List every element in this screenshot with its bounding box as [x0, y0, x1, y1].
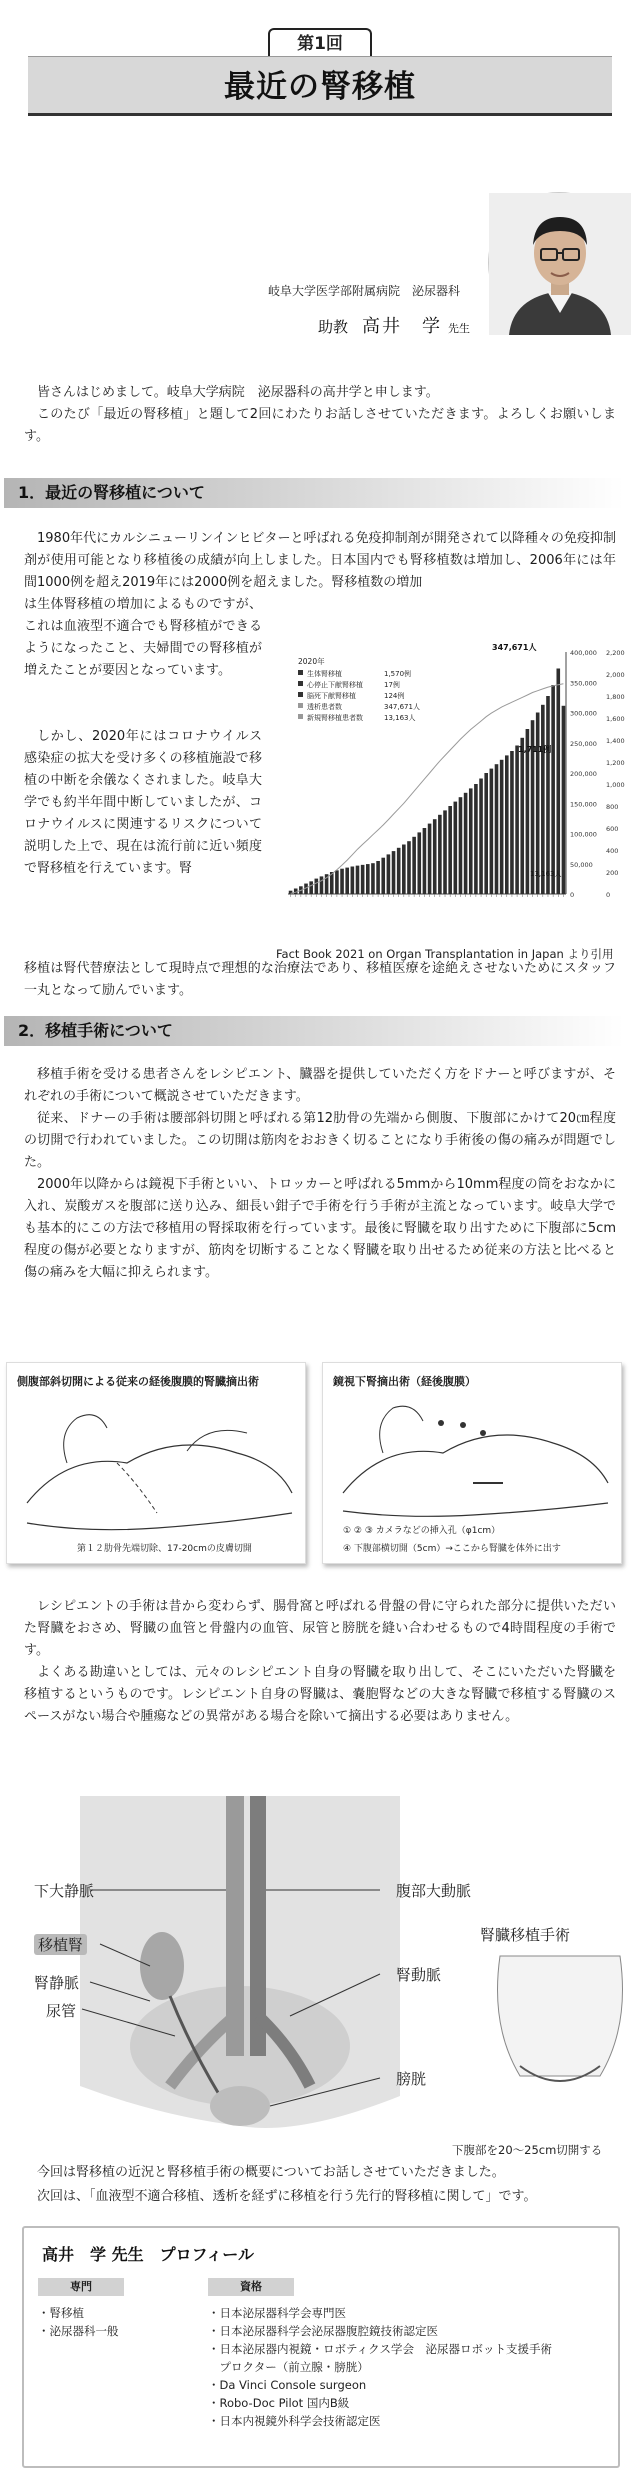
- chart-bar: [351, 867, 355, 895]
- label-surgery-title: 腎臓移植手術: [480, 1926, 571, 1944]
- chart-legend-year: 2020年: [298, 657, 325, 666]
- chart-bar: [381, 858, 385, 894]
- chart-left-tick-label: 1,200: [606, 759, 625, 767]
- author-name: 高井 学: [362, 316, 443, 337]
- chart-legend-label: 透析患者数: [307, 703, 342, 711]
- qualification-item: ・日本泌尿器科学会専門医: [208, 2306, 346, 2320]
- section1-paragraph-2: しかし、2020年にはコロナウイルス感染症の拡大を受け多くの移植施設で移植の中断を余儀なくされました。岐阜大学でも約半年間中断していましたが、コロナウイルスに関連するリスクについて説明した上で、現在は流行前に近い頻度で腎移植を行えています。腎: [24, 729, 262, 876]
- chart-bar: [371, 863, 375, 894]
- chart-bar: [490, 769, 494, 894]
- section1-paragraph-1-continued: は生体腎移植の増加によるものですが、これは血液型不適合でも腎移植ができるようになったこと、夫婦間での腎移植が増えたことが要因となっています。: [24, 597, 262, 678]
- chart-bar: [520, 738, 524, 894]
- chart-bar: [412, 837, 416, 894]
- chart-bar: [433, 819, 437, 894]
- section1-paragraph-1: 1980年代にカルシニューリンインヒビターと呼ばれる免疫抑制剤が開発されて以降種々の免疫抑制剤が使用可能となり移植後の成績が向上しました。日本国内でも腎移植数は増加し、2006年には年間1000例を超え2019年には2000例を超えました。腎移植数の増加: [24, 531, 616, 590]
- chart-legend-swatch: [298, 714, 303, 719]
- chart-bar: [454, 802, 458, 894]
- label-incision-note: 下腹部を20～25cm切開する: [452, 2143, 603, 2157]
- chart-svg: [266, 632, 625, 942]
- chart-bar: [407, 841, 411, 894]
- chart-bar: [402, 845, 406, 895]
- chart-bar: [443, 810, 447, 894]
- label-bladder: 膀胱: [396, 2070, 427, 2088]
- chart-bar: [309, 881, 313, 894]
- chart-bar: [417, 832, 421, 894]
- chart-bar: [423, 828, 427, 894]
- figure-laparoscopic-caption-1: ① ② ③ カメラなどの挿入孔（φ1cm）: [343, 1526, 501, 1536]
- chart-bar: [546, 696, 550, 894]
- chart-bar: [479, 779, 483, 895]
- specialty-label: 専門: [38, 2278, 124, 2296]
- intro-paragraph-1: 皆さんはじめまして。岐阜大学病院 泌尿器科の高井学と申します。: [37, 385, 439, 400]
- article-title: 最近の腎移植: [224, 69, 416, 105]
- title-banner: [28, 56, 612, 116]
- chart-bar: [345, 868, 349, 894]
- chart-bar: [315, 879, 319, 894]
- chart-bar: [510, 751, 514, 894]
- chart-bar: [366, 864, 370, 894]
- specialty-item: ・腎移植: [38, 2306, 84, 2320]
- chart-bar: [500, 760, 504, 894]
- qualification-item: ・日本泌尿器内視鏡・ロボティクス学会 泌尿器ロボット支援手術: [208, 2342, 552, 2356]
- author-suffix: 先生: [448, 322, 471, 335]
- section2-paragraph-3: 2000年以降からは鏡視下手術といい、トロッカーと呼ばれる5mmから10mm程度の筒をおなかに入れ、炭酸ガスを腹部に送り込み、細長い鉗子で手術を行う手術が主流となっています。岐阜大学でも基本的にこの方法で移植用の腎採取術を行っています。最後に腎臓を取り出すために下腹部に5cm程度の傷が必要となりますが、筋肉を切断することなく腎臓を取り出せるため従来の方法と比べると傷の痛みを大幅に抑えられます。: [24, 1177, 616, 1280]
- intro-paragraph-2: このたび「最近の腎移植」と題して2回にわたりお話しさせていただきます。よろしくお願いします。: [24, 407, 616, 444]
- figure-laparoscopic-caption-2: ④ 下腹部横切開（5cm）→ここから腎臓を体外に出す: [343, 1544, 561, 1554]
- chart-caption: Fact Book 2021 on Organ Transplantation in Japan より引用: [276, 947, 614, 961]
- profile-heading: 高井 学 先生 プロフィール: [42, 2245, 254, 2264]
- chart-legend-swatch: [298, 692, 303, 697]
- chart-bar: [495, 764, 499, 894]
- chart-right-tick-label: 400,000: [570, 649, 597, 657]
- chart-legend-value: 347,671人: [384, 703, 420, 711]
- chart-bar: [320, 876, 324, 894]
- section2-paragraph-5: よくある勘違いとしては、元々のレシピエント自身の腎臓を取り出して、そこにいただいた腎臓を移植するというものです。レシピエント自身の腎臓は、嚢胞腎などの大きな腎臓で移植する腎臓のスペースがない場合や腫瘍などの異常がある場合を除いて摘出する必要はありません。: [24, 1665, 616, 1724]
- label-renal-vein: 腎静脈: [34, 1974, 80, 1992]
- chart-legend-swatch: [298, 703, 303, 708]
- label-inferior-vena-cava: 下大静脈: [34, 1882, 95, 1900]
- chart-bar: [562, 706, 566, 894]
- chart-right-tick-label: 350,000: [570, 679, 597, 688]
- chart-right-tick-label: 300,000: [570, 709, 597, 718]
- qualification-item: ・日本内視鏡外科学会技術認定医: [208, 2414, 381, 2428]
- chart-new-patients-label: 13,163人: [530, 870, 562, 878]
- chart-bar: [361, 865, 365, 894]
- chart-left-tick-label: 1,600: [606, 715, 625, 723]
- open-incision-illustration: [7, 1363, 307, 1565]
- chart-bar: [335, 870, 339, 894]
- chart-bar: [505, 755, 509, 894]
- chart-legend-swatch: [298, 670, 303, 675]
- qualification-item: プロクター（前立腺・膀胱）: [208, 2360, 369, 2374]
- specialty-list: [38, 2304, 119, 2340]
- portrait-illustration: [489, 193, 631, 335]
- qualifications-label: 資格: [208, 2278, 294, 2296]
- chart-legend-value: 1,570例: [384, 670, 412, 678]
- qualification-item: ・Robo-Doc Pilot 国内B級: [208, 2396, 350, 2410]
- section1-paragraph-2-continued: 移植は腎代替療法として現時点で理想的な治療法であり、移植医療を途絶えさせないためにスタッフ一丸となって励んでいます。: [24, 961, 616, 998]
- chart-bar: [428, 824, 432, 894]
- label-ureter: 尿管: [46, 2002, 77, 2020]
- chart-bar: [515, 746, 519, 895]
- series-number-tab: 第1回: [268, 28, 372, 58]
- chart-left-tick-label: 2,200: [606, 649, 625, 657]
- chart-bar: [484, 773, 488, 894]
- label-renal-artery: 腎動脈: [396, 1966, 442, 1984]
- chart-bar: [340, 869, 344, 894]
- section-heading-surgery: 2．移植手術について: [4, 1016, 624, 1046]
- figure-open-caption: 第１２肋骨先端切除、17-20cmの皮膚切開: [77, 1544, 252, 1554]
- chart-bar: [536, 713, 540, 895]
- chart-right-tick-label: 0: [570, 891, 575, 899]
- chart-bar: [541, 705, 545, 894]
- figure-open-title: 側腹部斜切開による従来の経後腹膜的腎臓摘出術: [17, 1375, 259, 1388]
- chart-left-tick-label: 200: [606, 869, 619, 877]
- chart-right-tick-label: 100,000: [570, 830, 597, 839]
- chart-left-tick-label: 1,800: [606, 693, 625, 701]
- author-title: 助教: [318, 318, 349, 336]
- chart-right-tick-label: 250,000: [570, 739, 597, 748]
- author-affiliation: 岐阜大学医学部附属病院 泌尿器科: [268, 284, 461, 298]
- chart-left-tick-label: 1,000: [606, 781, 625, 789]
- author-line: [318, 312, 470, 338]
- chart-background: [266, 632, 612, 942]
- chart-bar: [551, 685, 555, 894]
- chart-right-tick-label: 150,000: [570, 800, 597, 809]
- label-abdominal-aorta: 腹部大動脈: [396, 1882, 472, 1900]
- chart-left-tick-label: 600: [606, 825, 619, 833]
- chart-left-tick-label: 800: [606, 803, 619, 811]
- section2-paragraph-2: 従来、ドナーの手術は腰部斜切開と呼ばれる第12肋骨の先端から側腹、下腹部にかけて20㎝程度の切開で行われていました。この切開は筋肉をおおきく切ることになり手術後の傷の痛みが問題でした。: [24, 1111, 616, 1170]
- section2-paragraph-1: 移植手術を受ける患者さんをレシピエント、臓器を提供していただく方をドナーと呼びますが、それぞれの手術について概説させていただきます。: [24, 1067, 616, 1104]
- section-heading-recent-transplant: 1．最近の腎移植について: [4, 478, 624, 508]
- chart-right-tick-label: 200,000: [570, 770, 597, 778]
- chart-bar: [392, 851, 396, 894]
- chart-legend-label: 生体腎移植: [307, 670, 342, 678]
- chart-legend-swatch: [298, 681, 303, 686]
- chart-bar: [459, 797, 463, 894]
- specialty-item: ・泌尿器科一般: [38, 2324, 119, 2338]
- figure-laparoscopic-nephrectomy: [322, 1362, 622, 1564]
- chart-bar: [356, 866, 360, 894]
- chart-bar: [397, 848, 401, 894]
- chart-bar: [448, 806, 452, 894]
- kidney-transplant-anatomy-figure: [0, 1796, 640, 2166]
- anatomy-illustration: [0, 1796, 640, 2166]
- chart-left-tick-label: 0: [606, 891, 611, 899]
- chart-transplant-peak-label: 1,711例: [518, 745, 552, 754]
- section2-paragraph-4: レシピエントの手術は昔から変わらず、腸骨窩と呼ばれる骨盤の骨に守られた部分に提供いただいた腎臓をおさめ、腎臓の血管と骨盤内の血管、尿管と膀胱を縫い合わせるもので4時間程度の手術です。: [24, 1599, 616, 1658]
- chart-legend-value: 124例: [384, 692, 405, 700]
- chart-bar: [376, 861, 380, 894]
- chart-bar: [387, 854, 391, 894]
- chart-legend-label: 脳死下献腎移植: [307, 692, 356, 700]
- figure-laparoscopic-title: 鏡視下腎摘出術（経後腹膜）: [333, 1375, 476, 1388]
- chart-left-tick-label: 1,400: [606, 737, 625, 745]
- chart-left-tick-label: 400: [606, 847, 619, 855]
- chart-legend-value: 13,163人: [384, 714, 416, 722]
- closing-paragraph-1: 今回は腎移植の近況と腎移植手術の概要についてお話しさせていただきました。: [37, 2165, 505, 2180]
- chart-right-tick-label: 50,000: [570, 860, 593, 869]
- chart-left-tick-label: 2,000: [606, 671, 625, 679]
- label-transplanted-kidney: 移植腎: [34, 1934, 87, 1955]
- author-portrait: [488, 192, 630, 334]
- chart-bar: [464, 793, 468, 894]
- chart-bar: [438, 815, 442, 894]
- chart-legend-value: 17例: [384, 681, 400, 689]
- qualification-item: ・日本泌尿器科学会泌尿器腹腔鏡技術認定医: [208, 2324, 438, 2338]
- chart-bar: [469, 788, 473, 894]
- chart-legend-label: 新規腎移植患者数: [307, 714, 363, 722]
- closing-paragraph-2: 次回は、「血液型不適合移植、透析を経ずに移植を行う先行的腎移植に関して」です。: [37, 2189, 537, 2204]
- author-profile-box: [22, 2226, 620, 2468]
- transplant-trend-chart: [266, 632, 625, 942]
- figure-open-nephrectomy: [6, 1362, 306, 1564]
- chart-dialysis-peak-label: 347,671人: [492, 643, 537, 652]
- chart-legend-label: 心停止下献腎移植: [307, 681, 363, 689]
- qualification-item: ・Da Vinci Console surgeon: [208, 2378, 367, 2392]
- chart-bar: [474, 784, 478, 894]
- chart-bar: [556, 669, 560, 895]
- qualifications-list: [208, 2304, 552, 2430]
